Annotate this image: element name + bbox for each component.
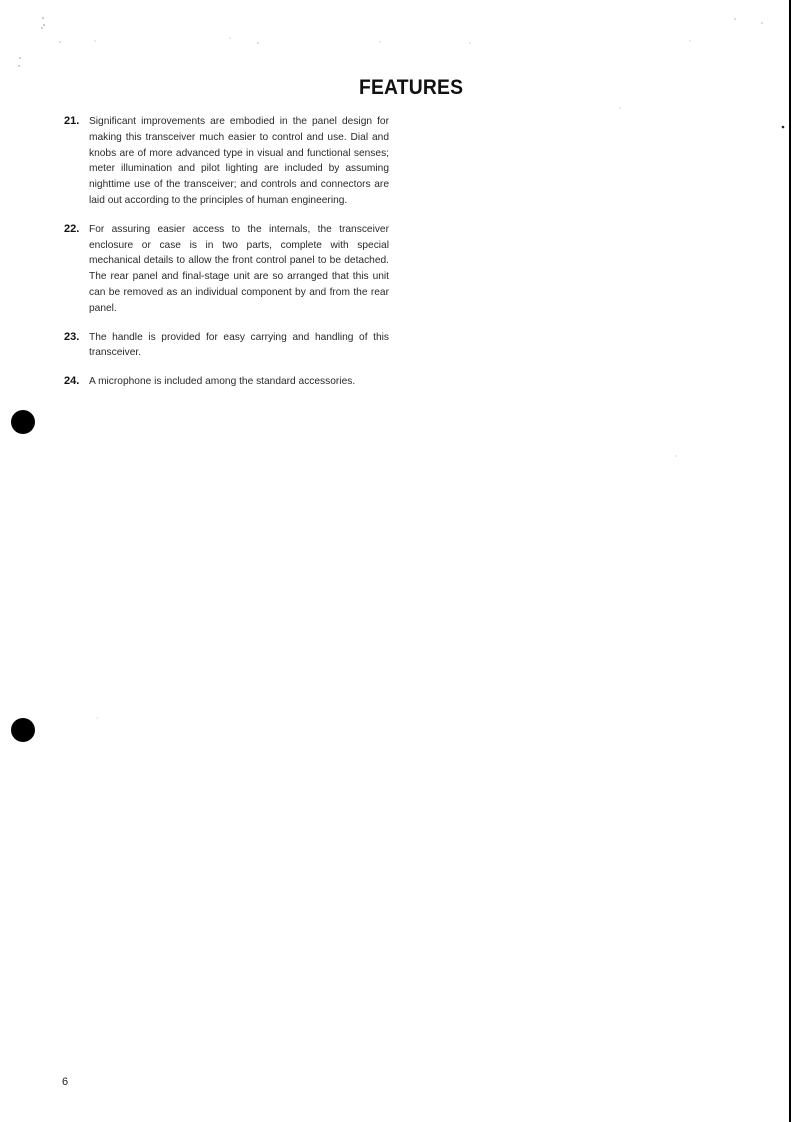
feature-number: 24. — [64, 375, 80, 388]
feature-text: The handle is provided for easy carrying and handling of this transceiver. — [89, 331, 389, 359]
punch-hole-top — [11, 410, 35, 434]
feature-item-22 — [64, 222, 389, 317]
page-title: FEATURES — [359, 76, 464, 99]
feature-text: For assuring easier access to the internals, the transceiver enclosure or case is in two parts, complete with special mechanical details to allow the front control panel to be detached. The rear panel and final-stage unit are so arranged that this unit can be removed as an individual component by and from the rear panel. — [89, 223, 389, 314]
feature-item-24 — [64, 374, 389, 390]
features-list — [64, 114, 389, 390]
page-number: 6 — [62, 1076, 69, 1088]
punch-hole-bottom — [11, 718, 35, 742]
feature-number: 21. — [64, 115, 80, 127]
feature-number: 23. — [64, 330, 80, 343]
feature-item-21 — [64, 114, 389, 209]
feature-text: Significant improvements are embodied in the panel design for making this transceiver much easier to control and use. Dial and knobs are of more advanced type in visual and functional senses; meter illumination and pilot lighting are included by assuming nighttime use of the transceiver; and controls and connectors are laid out according to the principles of human engineering. — [89, 116, 389, 206]
feature-item-23 — [64, 330, 389, 362]
feature-number: 22. — [64, 222, 80, 235]
feature-text: A microphone is included among the standard accessories. — [89, 376, 356, 388]
